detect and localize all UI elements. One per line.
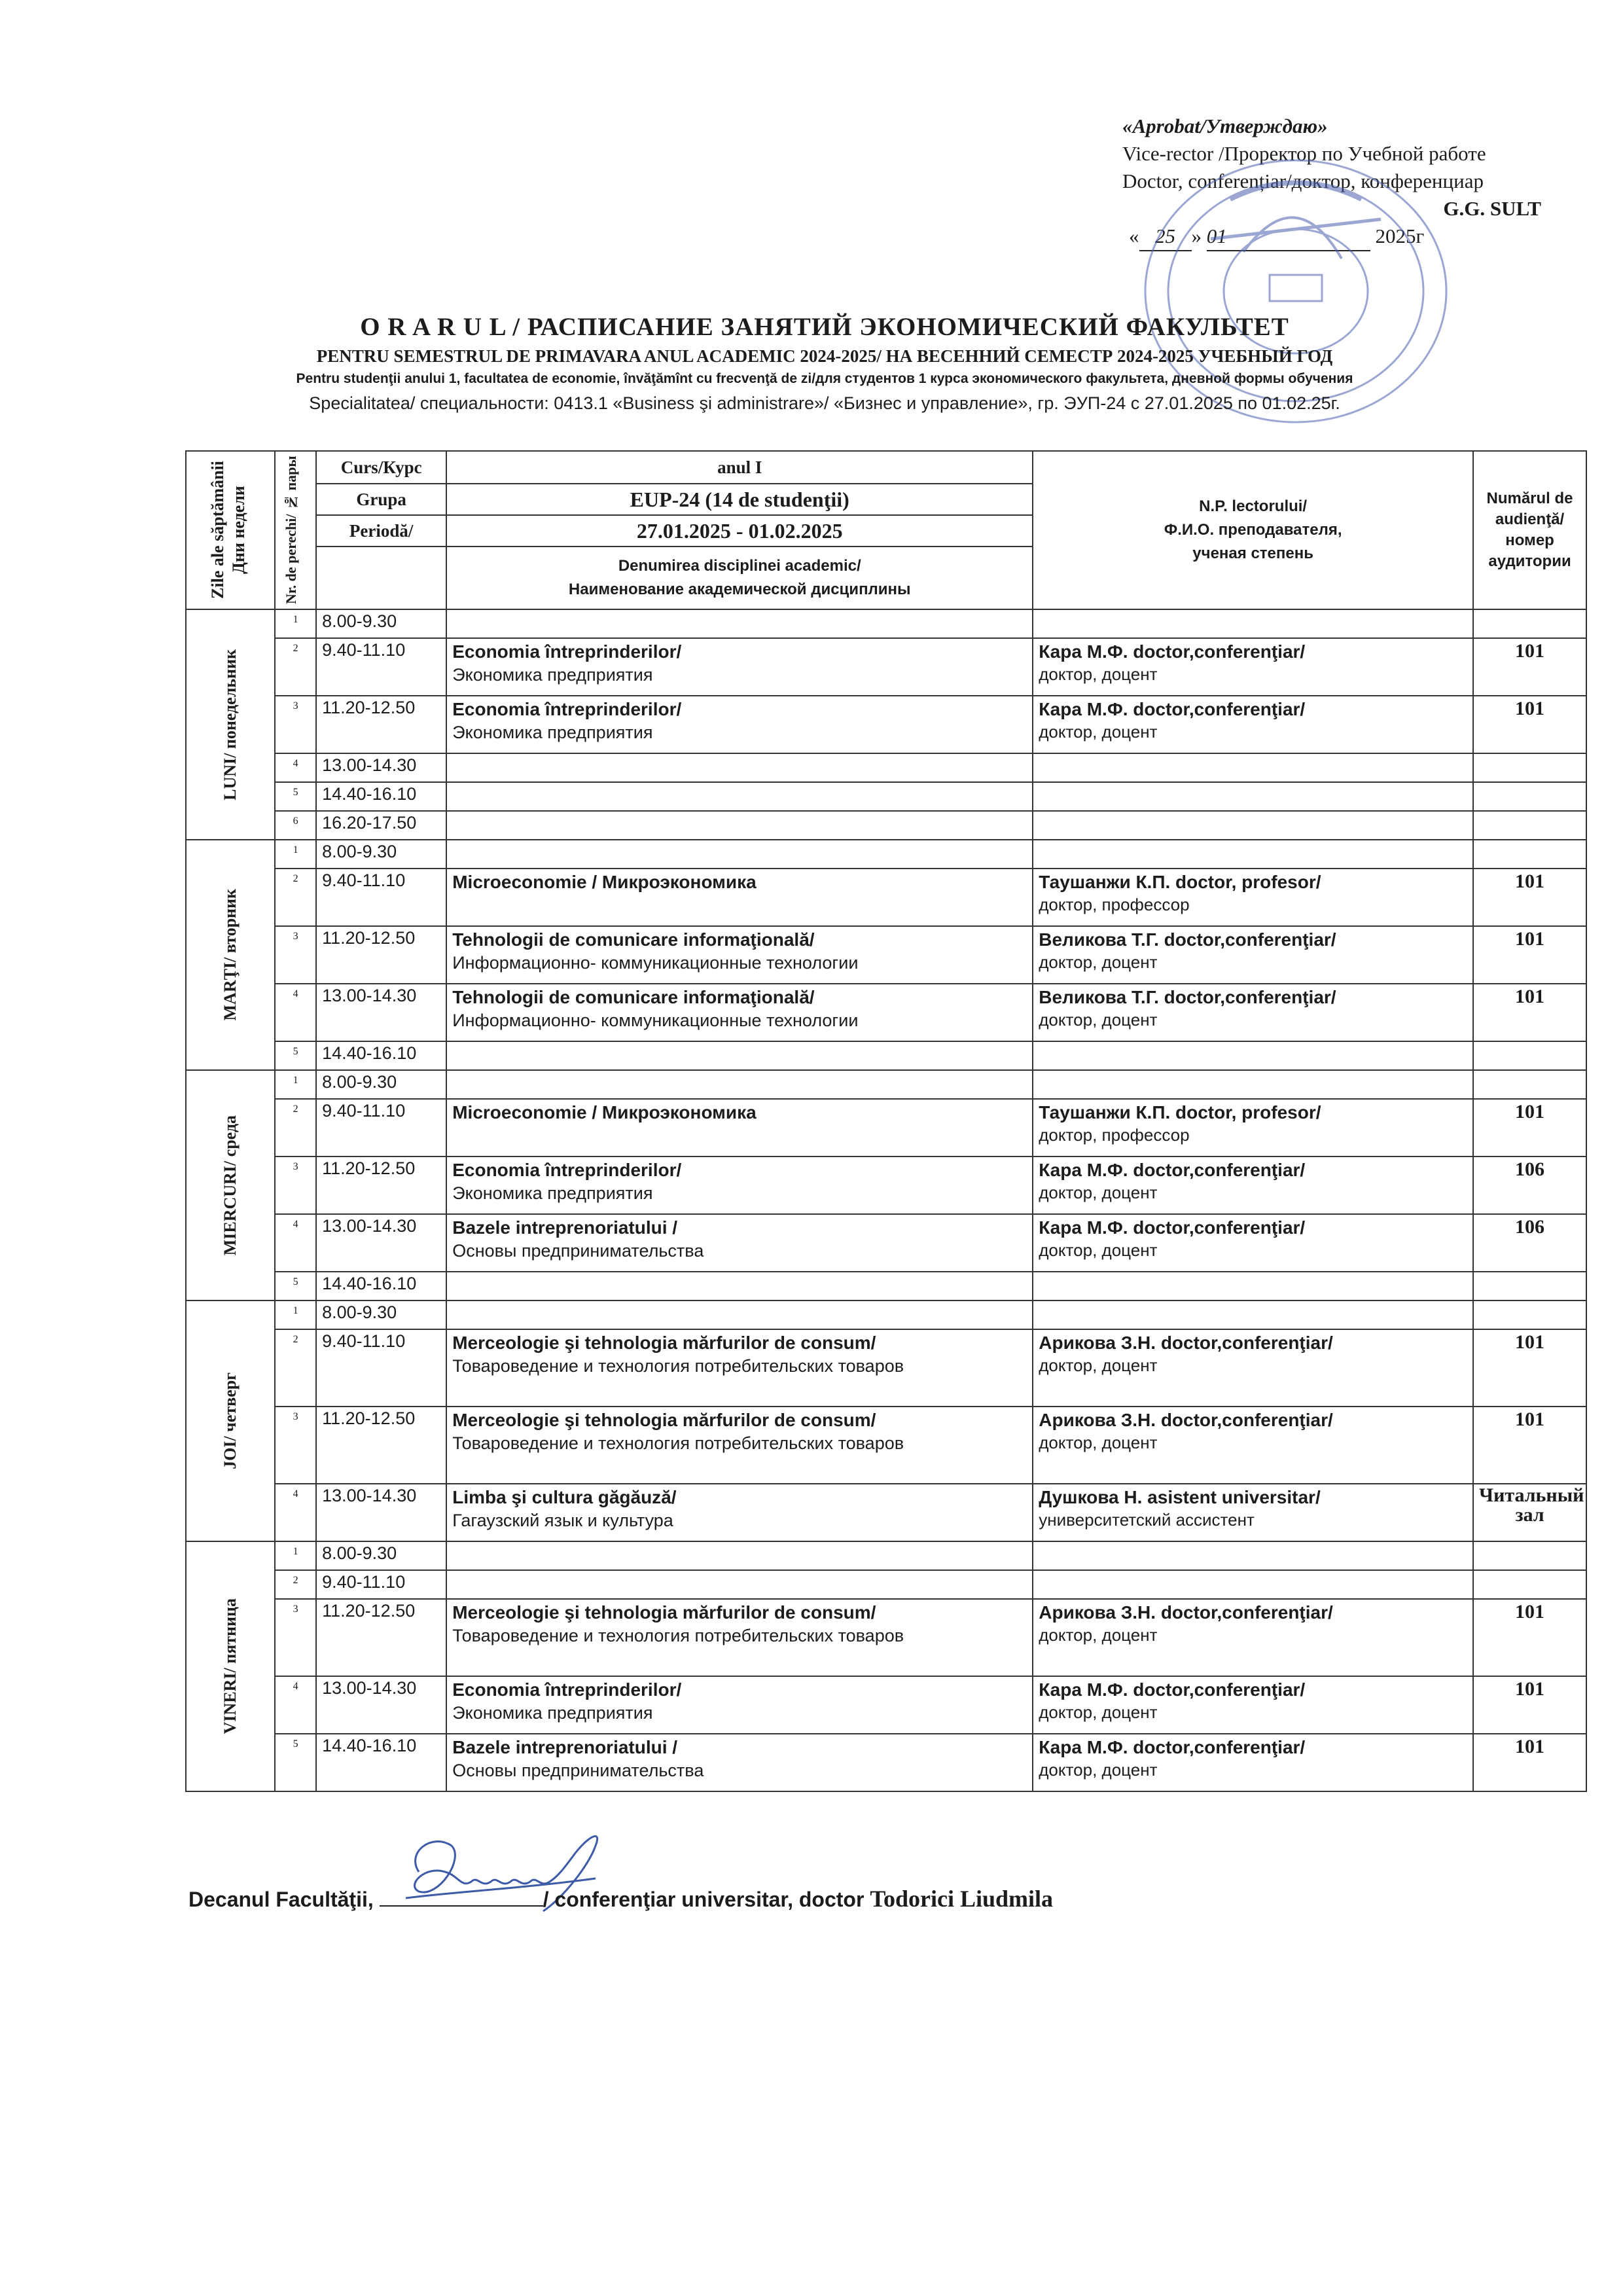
table-row (186, 1099, 1586, 1157)
pair-number: 5 (275, 1041, 316, 1070)
discipline-cell (446, 926, 1033, 984)
pair-number: 2 (275, 869, 316, 926)
pair-number: 4 (275, 984, 316, 1041)
lecturer-name: Кара М.Ф. doctor,conferenţiar/ (1039, 1679, 1306, 1700)
lecturer-cell (1033, 782, 1473, 811)
lecturer-cell (1033, 1070, 1473, 1099)
table-row (186, 1407, 1586, 1484)
table-row (186, 869, 1586, 926)
dean-label: Decanul Facultăţii, (188, 1888, 380, 1911)
lecturer-cell (1033, 926, 1473, 984)
lecturer-cell (1033, 869, 1473, 926)
lecturer-name: Душкова Н. asistent universitar/ (1039, 1487, 1321, 1507)
pair-time: 8.00-9.30 (316, 1300, 446, 1329)
table-row (186, 782, 1586, 811)
table-row (186, 926, 1586, 984)
lecturer-cell (1033, 811, 1473, 840)
discipline-name-ru: Основы предпринимательства (452, 1241, 704, 1261)
lecturer-cell (1033, 984, 1473, 1041)
day-cell (186, 840, 275, 1070)
table-row (186, 1329, 1586, 1407)
discipline-name-ro: Microeconomie / Микроэкономика (452, 1102, 757, 1122)
lecturer-name: Великова Т.Г. doctor,conferenţiar/ (1039, 929, 1336, 950)
discipline-cell (446, 609, 1033, 638)
pair-time: 14.40-16.10 (316, 1734, 446, 1791)
room-cell: 101 (1473, 638, 1586, 696)
perioada-label: Periodă/ (316, 515, 446, 547)
lecturer-cell (1033, 1407, 1473, 1484)
approval-date: « 25 » 01 2025г (1122, 223, 1580, 251)
lecturer-name: Кара М.Ф. doctor,conferenţiar/ (1039, 1737, 1306, 1757)
discipline-cell (446, 1099, 1033, 1157)
empty-header-cell (316, 547, 446, 609)
approval-degree: Doctor, conferențiar/доктор, конференциар (1122, 170, 1484, 192)
lecturer-name: Кара М.Ф. doctor,conferenţiar/ (1039, 641, 1306, 662)
pair-time: 14.40-16.10 (316, 1041, 446, 1070)
document-header (98, 311, 1551, 417)
pair-time: 13.00-14.30 (316, 753, 446, 782)
pair-time: 13.00-14.30 (316, 984, 446, 1041)
room-cell (1473, 609, 1586, 638)
pair-time: 13.00-14.30 (316, 1484, 446, 1541)
discipline-cell (446, 1272, 1033, 1300)
discipline-cell (446, 782, 1033, 811)
pair-number: 2 (275, 1329, 316, 1407)
discipline-cell (446, 840, 1033, 869)
room-cell: 101 (1473, 869, 1586, 926)
dean-footer (188, 1885, 1053, 1912)
discipline-name-ro: Tehnologii de comunicare informaţională/ (452, 987, 815, 1007)
lecturer-name: Таушанжи К.П. doctor, profesor/ (1039, 872, 1321, 892)
lecturer-cell (1033, 1541, 1473, 1570)
pair-time: 11.20-12.50 (316, 696, 446, 753)
day-label: MIERCURI/ среда (221, 1115, 240, 1256)
lecturer-degree: доктор, доцент (1039, 1355, 1158, 1375)
room-cell: Читальный зал (1473, 1484, 1586, 1541)
table-row (186, 984, 1586, 1041)
lecturer-degree: университетский ассистент (1039, 1510, 1255, 1530)
lecturer-cell (1033, 1676, 1473, 1734)
pair-number: 1 (275, 1300, 316, 1329)
discipline-name-ro: Bazele intreprenoriatului / (452, 1737, 678, 1757)
lecturer-name: Кара М.Ф. doctor,conferenţiar/ (1039, 699, 1306, 719)
lecturer-degree: доктор, доцент (1039, 952, 1158, 972)
discipline-cell (446, 1541, 1033, 1570)
discipline-name-ru: Гагаузский язык и культура (452, 1511, 673, 1530)
grupa-label: Grupa (316, 484, 446, 515)
pair-number: 2 (275, 1099, 316, 1157)
lecturer-cell (1033, 1300, 1473, 1329)
pair-time: 9.40-11.10 (316, 1329, 446, 1407)
pair-number: 4 (275, 753, 316, 782)
approval-date-month: 01 (1207, 223, 1370, 251)
discipline-name-ru: Экономика предприятия (452, 723, 653, 742)
lecturer-name: Арикова З.Н. doctor,conferenţiar/ (1039, 1333, 1333, 1353)
discipline-cell (446, 1484, 1033, 1541)
lecturer-cell (1033, 1570, 1473, 1599)
day-cell (186, 1070, 275, 1300)
lecturer-cell (1033, 1272, 1473, 1300)
table-row (186, 638, 1586, 696)
table-row (186, 1070, 1586, 1099)
pair-time: 16.20-17.50 (316, 811, 446, 840)
table-row (186, 1570, 1586, 1599)
pair-number: 1 (275, 840, 316, 869)
dean-title: / conferenţiar universitar, doctor (543, 1888, 870, 1911)
room-cell (1473, 1272, 1586, 1300)
lecturer-cell (1033, 696, 1473, 753)
pair-number: 5 (275, 782, 316, 811)
discipline-cell (446, 1734, 1033, 1791)
table-row (186, 1541, 1586, 1570)
lecturer-cell (1033, 1484, 1473, 1541)
pair-time: 14.40-16.10 (316, 782, 446, 811)
pair-time: 8.00-9.30 (316, 840, 446, 869)
pair-time: 13.00-14.30 (316, 1214, 446, 1272)
pair-time: 14.40-16.10 (316, 1272, 446, 1300)
pair-time: 13.00-14.30 (316, 1676, 446, 1734)
discipline-name-ro: Merceologie şi tehnologia mărfurilor de consum/ (452, 1410, 876, 1430)
lecturer-degree: доктор, профессор (1039, 1125, 1190, 1145)
pair-time: 11.20-12.50 (316, 1157, 446, 1214)
pair-time: 8.00-9.30 (316, 609, 446, 638)
table-row (186, 753, 1586, 782)
lecturer-degree: доктор, доцент (1039, 1760, 1158, 1780)
discipline-cell (446, 984, 1033, 1041)
discipline-cell (446, 1676, 1033, 1734)
approval-title: «Aprobat/Утверждаю» (1122, 115, 1328, 137)
room-column-header: Numărul de audienţă/ номер аудитории (1473, 451, 1586, 609)
curs-label: Curs/Курс (316, 451, 446, 484)
pair-time: 8.00-9.30 (316, 1541, 446, 1570)
grupa-value: EUP-24 (14 de studenţii) (446, 484, 1033, 515)
discipline-cell (446, 811, 1033, 840)
discipline-cell (446, 1041, 1033, 1070)
day-label: MARŢI/ вторник (221, 889, 240, 1021)
dean-name: Todorici Liudmila (870, 1886, 1054, 1912)
discipline-name-ro: Economia întreprinderilor/ (452, 1679, 682, 1700)
lecturer-cell (1033, 1214, 1473, 1272)
table-row (186, 1157, 1586, 1214)
room-cell (1473, 1300, 1586, 1329)
approval-name: G.G. SULT (1443, 197, 1541, 220)
pair-time: 11.20-12.50 (316, 926, 446, 984)
pairs-column-header: Nr. de perechi/ № пары (275, 451, 316, 609)
table-row (186, 1041, 1586, 1070)
pair-number: 6 (275, 811, 316, 840)
room-cell (1473, 1041, 1586, 1070)
pair-time: 11.20-12.50 (316, 1407, 446, 1484)
discipline-name-ro: Economia întreprinderilor/ (452, 641, 682, 662)
signature-line (380, 1890, 543, 1907)
lecturer-name: Кара М.Ф. doctor,conferenţiar/ (1039, 1160, 1306, 1180)
room-cell (1473, 811, 1586, 840)
room-cell: 106 (1473, 1214, 1586, 1272)
room-cell: 101 (1473, 1599, 1586, 1676)
discipline-name-ru: Экономика предприятия (452, 1703, 653, 1723)
discipline-cell (446, 1329, 1033, 1407)
discipline-cell (446, 753, 1033, 782)
lecturer-degree: доктор, доцент (1039, 1240, 1158, 1260)
discipline-cell (446, 1570, 1033, 1599)
pair-time: 11.20-12.50 (316, 1599, 446, 1676)
room-cell: 101 (1473, 1329, 1586, 1407)
table-row (186, 1272, 1586, 1300)
pair-number: 3 (275, 1157, 316, 1214)
table-row (186, 840, 1586, 869)
lecturer-cell (1033, 1599, 1473, 1676)
discipline-cell (446, 1157, 1033, 1214)
table-row (186, 696, 1586, 753)
room-cell: 101 (1473, 926, 1586, 984)
pair-number: 4 (275, 1484, 316, 1541)
room-cell: 106 (1473, 1157, 1586, 1214)
discipline-name-ro: Merceologie şi tehnologia mărfurilor de consum/ (452, 1333, 876, 1353)
room-cell: 101 (1473, 1734, 1586, 1791)
lecturer-degree: доктор, доцент (1039, 722, 1158, 742)
students-line: Pentru studenţii anului 1, facultatea de economie, învăţămînt cu frecvenţă de zi/для студентов 1 курса экономического факультета, дневной формы обучения (296, 371, 1353, 386)
discipline-cell (446, 1407, 1033, 1484)
speciality-line: Specialitatea/ специальности: 0413.1 «Business şi administrare»/ «Бизнес и управление», гр. ЭУП-24 с 27.01.2025 по 01.02.25г. (309, 393, 1340, 413)
pair-number: 3 (275, 696, 316, 753)
discipline-cell (446, 869, 1033, 926)
room-cell: 101 (1473, 1676, 1586, 1734)
room-cell: 101 (1473, 696, 1586, 753)
approval-position: Vice-rector /Проректор по Учебной работе (1122, 142, 1486, 165)
days-column-header: Zile ale săptămânii Дни недели (186, 451, 275, 609)
lecturer-name: Таушанжи К.П. doctor, profesor/ (1039, 1102, 1321, 1122)
table-row (186, 811, 1586, 840)
discipline-cell (446, 1070, 1033, 1099)
pair-number: 1 (275, 609, 316, 638)
discipline-cell (446, 696, 1033, 753)
discipline-name-ro: Merceologie şi tehnologia mărfurilor de consum/ (452, 1602, 876, 1623)
room-cell: 101 (1473, 1099, 1586, 1157)
discipline-name-ro: Economia întreprinderilor/ (452, 1160, 682, 1180)
table-row (186, 1734, 1586, 1791)
lecturer-cell (1033, 1099, 1473, 1157)
pair-time: 9.40-11.10 (316, 1570, 446, 1599)
lecturer-degree: доктор, доцент (1039, 1433, 1158, 1452)
day-label: LUNI/ понедельник (221, 649, 240, 800)
lecturer-cell (1033, 1329, 1473, 1407)
approval-date-day: 25 (1139, 223, 1192, 251)
table-row (186, 1214, 1586, 1272)
schedule-body (186, 609, 1586, 1791)
room-cell: 101 (1473, 984, 1586, 1041)
discipline-column-header: Denumirea disciplinei academic/ Наименование академической дисциплины (446, 547, 1033, 609)
pair-number: 3 (275, 1407, 316, 1484)
pair-number: 1 (275, 1070, 316, 1099)
lecturer-name: Великова Т.Г. doctor,conferenţiar/ (1039, 987, 1336, 1007)
day-label: JOI/ четверг (221, 1372, 240, 1469)
room-cell (1473, 782, 1586, 811)
day-cell (186, 1300, 275, 1541)
lecturer-cell (1033, 1041, 1473, 1070)
discipline-name-ro: Limba şi cultura găgăuză/ (452, 1487, 677, 1507)
room-cell: 101 (1473, 1407, 1586, 1484)
discipline-name-ro: Microeconomie / Микроэкономика (452, 872, 757, 892)
discipline-name-ru: Товароведение и технология потребительских товаров (452, 1356, 904, 1376)
pair-time: 9.40-11.10 (316, 638, 446, 696)
discipline-name-ru: Товароведение и технология потребительских товаров (452, 1626, 904, 1645)
discipline-name-ru: Информационно- коммуникационные технологии (452, 1011, 859, 1030)
discipline-cell (446, 1599, 1033, 1676)
room-cell (1473, 840, 1586, 869)
schedule-header (186, 451, 1586, 609)
perioada-value: 27.01.2025 - 01.02.2025 (446, 515, 1033, 547)
lecturer-cell (1033, 840, 1473, 869)
lecturer-degree: доктор, доцент (1039, 1625, 1158, 1645)
curs-value: anul I (446, 451, 1033, 484)
pair-number: 2 (275, 638, 316, 696)
lecturer-name: Арикова З.Н. doctor,conferenţiar/ (1039, 1602, 1333, 1623)
schedule-table (185, 450, 1587, 1792)
discipline-name-ro: Economia întreprinderilor/ (452, 699, 682, 719)
discipline-name-ru: Экономика предприятия (452, 1183, 653, 1203)
table-row (186, 1300, 1586, 1329)
day-cell (186, 609, 275, 840)
discipline-name-ru: Экономика предприятия (452, 665, 653, 685)
lecturer-cell (1033, 1734, 1473, 1791)
lecturer-degree: доктор, доцент (1039, 1183, 1158, 1202)
lecturer-degree: доктор, доцент (1039, 664, 1158, 684)
pair-number: 3 (275, 1599, 316, 1676)
lecturer-cell (1033, 1157, 1473, 1214)
document-title: O R A R U L / РАСПИСАНИЕ ЗАНЯТИЙ ЭКОНОМИЧЕСКИЙ ФАКУЛЬТЕТ (360, 313, 1289, 341)
lecturer-degree: доктор, профессор (1039, 895, 1190, 914)
table-row (186, 609, 1586, 638)
lecturer-degree: доктор, доцент (1039, 1702, 1158, 1722)
pair-number: 4 (275, 1676, 316, 1734)
table-row (186, 1599, 1586, 1676)
discipline-name-ro: Tehnologii de comunicare informaţională/ (452, 929, 815, 950)
room-cell (1473, 753, 1586, 782)
discipline-name-ru: Основы предпринимательства (452, 1761, 704, 1780)
pair-number: 4 (275, 1214, 316, 1272)
room-cell (1473, 1070, 1586, 1099)
room-cell (1473, 1541, 1586, 1570)
pair-time: 9.40-11.10 (316, 869, 446, 926)
lecturer-name: Кара М.Ф. doctor,conferenţiar/ (1039, 1217, 1306, 1238)
lecturer-cell (1033, 753, 1473, 782)
discipline-cell (446, 638, 1033, 696)
day-label: VINERI/ пятница (221, 1598, 240, 1734)
lecturer-cell (1033, 609, 1473, 638)
discipline-name-ro: Bazele intreprenoriatului / (452, 1217, 678, 1238)
pair-number: 3 (275, 926, 316, 984)
discipline-name-ru: Информационно- коммуникационные технологии (452, 953, 859, 973)
pair-time: 9.40-11.10 (316, 1099, 446, 1157)
room-cell (1473, 1570, 1586, 1599)
pair-number: 1 (275, 1541, 316, 1570)
approval-date-year: 2025г (1375, 224, 1425, 247)
table-row (186, 1484, 1586, 1541)
lecturer-column-header: N.P. lectorului/ Ф.И.О. преподавателя, ученая степень (1033, 451, 1473, 609)
lecturer-name: Арикова З.Н. doctor,conferenţiar/ (1039, 1410, 1333, 1430)
day-cell (186, 1541, 275, 1791)
discipline-cell (446, 1214, 1033, 1272)
discipline-name-ru: Товароведение и технология потребительских товаров (452, 1433, 904, 1453)
lecturer-cell (1033, 638, 1473, 696)
pair-number: 5 (275, 1272, 316, 1300)
pair-number: 5 (275, 1734, 316, 1791)
discipline-cell (446, 1300, 1033, 1329)
lecturer-degree: доктор, доцент (1039, 1010, 1158, 1030)
pair-time: 8.00-9.30 (316, 1070, 446, 1099)
table-row (186, 1676, 1586, 1734)
pair-number: 2 (275, 1570, 316, 1599)
document-subtitle: PENTRU SEMESTRUL DE PRIMAVARA ANUL ACADEMIC 2024-2025/ НА ВЕСЕННИЙ СЕМЕСТР 2024-2025 УЧЕБНЫЙ ГОД (316, 346, 1333, 366)
